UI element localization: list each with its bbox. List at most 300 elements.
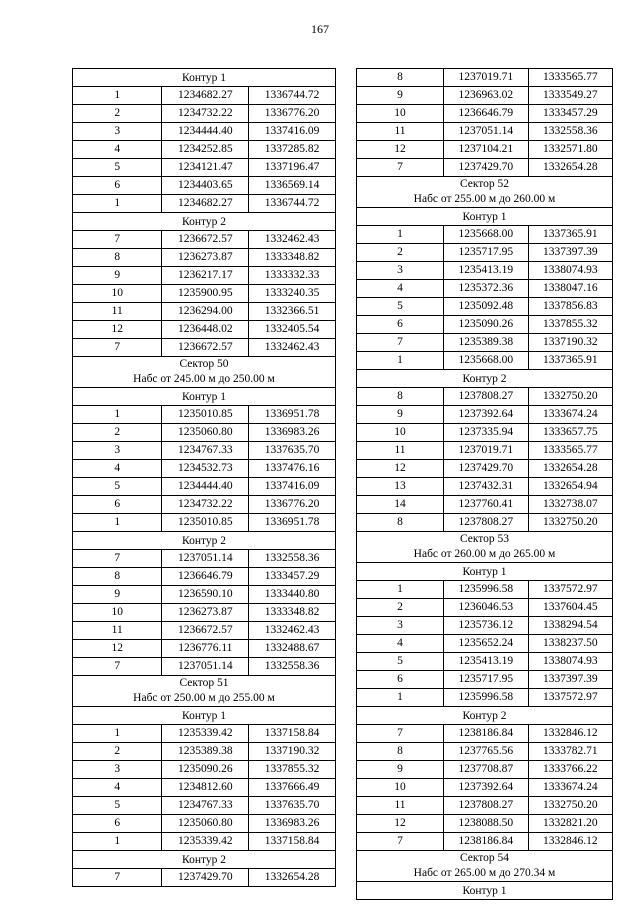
point-number-cell: 6 [73, 177, 162, 195]
page-number: 167 [311, 22, 329, 36]
point-number-cell: 7 [357, 833, 444, 851]
y-coordinate-cell: 1332821.20 [528, 815, 613, 833]
point-number-cell: 12 [357, 460, 444, 478]
x-coordinate-cell: 1237708.87 [444, 761, 528, 779]
x-coordinate-cell: 1235717.95 [444, 671, 528, 689]
coordinate-row [357, 514, 613, 532]
x-coordinate-cell: 1237760.41 [444, 496, 528, 514]
x-coordinate-cell: 1234812.60 [162, 779, 249, 797]
coordinate-row [73, 761, 336, 779]
coordinate-row [73, 815, 336, 833]
x-coordinate-cell: 1236273.87 [162, 249, 249, 267]
sector-title: Сектор 53 [459, 533, 510, 545]
coordinate-row [357, 779, 613, 797]
coordinate-row [73, 249, 336, 267]
x-coordinate-cell: 1234121.47 [162, 159, 249, 177]
coordinate-row [73, 442, 336, 460]
x-coordinate-cell: 1235900.95 [162, 285, 249, 303]
x-coordinate-cell: 1237051.14 [444, 123, 528, 141]
coordinate-row [73, 550, 336, 568]
x-coordinate-cell: 1234444.40 [162, 478, 249, 496]
contour-header-row [73, 707, 336, 725]
y-coordinate-cell: 1337397.39 [528, 671, 613, 689]
y-coordinate-cell: 1332558.36 [249, 658, 336, 676]
y-coordinate-cell: 1337196.47 [249, 159, 336, 177]
coordinate-row [73, 779, 336, 797]
point-number-cell: 11 [357, 797, 444, 815]
point-number-cell: 12 [73, 640, 162, 658]
sector-title: Сектор 54 [459, 852, 510, 864]
coordinate-row [73, 424, 336, 442]
coordinate-row [357, 69, 613, 87]
coordinate-row [357, 298, 613, 316]
point-number-cell: 1 [73, 195, 162, 213]
coordinate-row [73, 141, 336, 159]
coordinate-row [73, 87, 336, 105]
point-number-cell: 5 [357, 653, 444, 671]
coordinate-row [357, 280, 613, 298]
coordinate-row [357, 478, 613, 496]
y-coordinate-cell: 1333332.33 [249, 267, 336, 285]
point-number-cell: 11 [357, 442, 444, 460]
point-number-cell: 5 [73, 159, 162, 177]
point-number-cell: 7 [73, 869, 162, 887]
y-coordinate-cell: 1336744.72 [249, 87, 336, 105]
x-coordinate-cell: 1236294.00 [162, 303, 249, 321]
y-coordinate-cell: 1332405.54 [249, 321, 336, 339]
x-coordinate-cell: 1236672.57 [162, 622, 249, 640]
y-coordinate-cell: 1333348.82 [249, 249, 336, 267]
x-coordinate-cell: 1237335.94 [444, 424, 528, 442]
point-number-cell: 8 [357, 69, 444, 87]
coordinate-row [73, 231, 336, 249]
x-coordinate-cell: 1235092.48 [444, 298, 528, 316]
coordinate-row [357, 496, 613, 514]
y-coordinate-cell: 1333240.35 [249, 285, 336, 303]
x-coordinate-cell: 1235010.85 [162, 406, 249, 424]
point-number-cell: 11 [73, 303, 162, 321]
y-coordinate-cell: 1333440.80 [249, 586, 336, 604]
point-number-cell: 10 [73, 285, 162, 303]
sector-header [73, 357, 336, 388]
contour-header: Контур 2 [73, 532, 336, 550]
y-coordinate-cell: 1332750.20 [528, 514, 613, 532]
y-coordinate-cell: 1332488.67 [249, 640, 336, 658]
coordinate-row [73, 478, 336, 496]
y-coordinate-cell: 1332654.28 [528, 159, 613, 177]
x-coordinate-cell: 1234444.40 [162, 123, 249, 141]
coordinate-row [357, 689, 613, 707]
x-coordinate-cell: 1237432.31 [444, 478, 528, 496]
point-number-cell: 2 [73, 743, 162, 761]
point-number-cell: 7 [73, 658, 162, 676]
y-coordinate-cell: 1333457.29 [249, 568, 336, 586]
x-coordinate-cell: 1236963.02 [444, 87, 528, 105]
x-coordinate-cell: 1235090.26 [162, 761, 249, 779]
coordinate-row [357, 105, 613, 123]
y-coordinate-cell: 1333457.29 [528, 105, 613, 123]
x-coordinate-cell: 1236217.17 [162, 267, 249, 285]
x-coordinate-cell: 1235372.36 [444, 280, 528, 298]
y-coordinate-cell: 1332654.94 [528, 478, 613, 496]
y-coordinate-cell: 1337158.84 [249, 833, 336, 851]
x-coordinate-cell: 1234532.73 [162, 460, 249, 478]
y-coordinate-cell: 1337855.32 [528, 316, 613, 334]
x-coordinate-cell: 1235060.80 [162, 815, 249, 833]
point-number-cell: 7 [357, 334, 444, 352]
point-number-cell: 10 [73, 604, 162, 622]
coordinate-row [73, 303, 336, 321]
coordinate-row [73, 640, 336, 658]
point-number-cell: 7 [73, 339, 162, 357]
coordinate-row [357, 87, 613, 105]
sector-height-range: Набс от 250.00 м до 255.00 м [133, 692, 275, 704]
point-number-cell: 2 [357, 599, 444, 617]
sector-header [73, 676, 336, 707]
point-number-cell: 9 [73, 267, 162, 285]
y-coordinate-cell: 1337635.70 [249, 442, 336, 460]
x-coordinate-cell: 1234403.65 [162, 177, 249, 195]
x-coordinate-cell: 1235413.19 [444, 653, 528, 671]
x-coordinate-cell: 1236672.57 [162, 339, 249, 357]
y-coordinate-cell: 1336776.20 [249, 105, 336, 123]
coordinate-row [73, 725, 336, 743]
contour-header: Контур 1 [357, 563, 613, 581]
sector-height-range: Набс от 260.00 м до 265.00 м [413, 548, 556, 560]
point-number-cell: 1 [357, 352, 444, 370]
y-coordinate-cell: 1333674.24 [528, 406, 613, 424]
y-coordinate-cell: 1338237.50 [528, 635, 613, 653]
x-coordinate-cell: 1235996.58 [444, 689, 528, 707]
y-coordinate-cell: 1332571.80 [528, 141, 613, 159]
y-coordinate-cell: 1337285.82 [249, 141, 336, 159]
coordinate-row [357, 725, 613, 743]
coordinate-row [357, 442, 613, 460]
x-coordinate-cell: 1234682.27 [162, 195, 249, 213]
y-coordinate-cell: 1338294.54 [528, 617, 613, 635]
x-coordinate-cell: 1234767.33 [162, 442, 249, 460]
y-coordinate-cell: 1336951.78 [249, 406, 336, 424]
contour-header-row [357, 208, 613, 226]
contour-header: Контур 1 [73, 69, 336, 87]
x-coordinate-cell: 1238186.84 [444, 725, 528, 743]
y-coordinate-cell: 1336983.26 [249, 424, 336, 442]
sector-height-range: Набс от 255.00 м до 260.00 м [413, 193, 556, 205]
y-coordinate-cell: 1332462.43 [249, 339, 336, 357]
y-coordinate-cell: 1332366.51 [249, 303, 336, 321]
point-number-cell: 9 [357, 761, 444, 779]
point-number-cell: 6 [73, 815, 162, 833]
coordinate-row [357, 460, 613, 478]
y-coordinate-cell: 1337416.09 [249, 478, 336, 496]
coordinate-row [73, 177, 336, 195]
point-number-cell: 12 [357, 141, 444, 159]
y-coordinate-cell: 1333657.75 [528, 424, 613, 442]
y-coordinate-cell: 1336983.26 [249, 815, 336, 833]
x-coordinate-cell: 1235389.38 [162, 743, 249, 761]
point-number-cell: 3 [357, 262, 444, 280]
sector-header-row [357, 532, 613, 563]
coordinate-row [357, 599, 613, 617]
x-coordinate-cell: 1236046.53 [444, 599, 528, 617]
x-coordinate-cell: 1237808.27 [444, 797, 528, 815]
coordinate-row [357, 581, 613, 599]
y-coordinate-cell: 1336744.72 [249, 195, 336, 213]
point-number-cell: 12 [73, 321, 162, 339]
y-coordinate-cell: 1337190.32 [249, 743, 336, 761]
point-number-cell: 3 [73, 761, 162, 779]
sector-header-row [357, 851, 613, 882]
y-coordinate-cell: 1336951.78 [249, 514, 336, 532]
point-number-cell: 6 [357, 671, 444, 689]
point-number-cell: 10 [357, 424, 444, 442]
point-number-cell: 12 [357, 815, 444, 833]
y-coordinate-cell: 1332462.43 [249, 231, 336, 249]
contour-header: Контур 1 [73, 707, 336, 725]
y-coordinate-cell: 1333549.27 [528, 87, 613, 105]
right-coordinates-table [356, 68, 613, 900]
sector-header [357, 532, 613, 563]
point-number-cell: 8 [357, 514, 444, 532]
y-coordinate-cell: 1337572.97 [528, 581, 613, 599]
x-coordinate-cell: 1237392.64 [444, 779, 528, 797]
x-coordinate-cell: 1237019.71 [444, 69, 528, 87]
x-coordinate-cell: 1236590.10 [162, 586, 249, 604]
y-coordinate-cell: 1337666.49 [249, 779, 336, 797]
point-number-cell: 7 [73, 231, 162, 249]
coordinate-row [73, 568, 336, 586]
x-coordinate-cell: 1236672.57 [162, 231, 249, 249]
y-coordinate-cell: 1337476.16 [249, 460, 336, 478]
coordinate-row [357, 406, 613, 424]
point-number-cell: 3 [73, 123, 162, 141]
x-coordinate-cell: 1235010.85 [162, 514, 249, 532]
contour-header-row [73, 851, 336, 869]
coordinate-row [357, 123, 613, 141]
y-coordinate-cell: 1332654.28 [249, 869, 336, 887]
y-coordinate-cell: 1338047.16 [528, 280, 613, 298]
y-coordinate-cell: 1332750.20 [528, 388, 613, 406]
point-number-cell: 9 [357, 406, 444, 424]
coordinate-row [357, 617, 613, 635]
coordinate-row [357, 743, 613, 761]
x-coordinate-cell: 1237051.14 [162, 658, 249, 676]
x-coordinate-cell: 1235060.80 [162, 424, 249, 442]
point-number-cell: 1 [73, 87, 162, 105]
y-coordinate-cell: 1332846.12 [528, 833, 613, 851]
y-coordinate-cell: 1337855.32 [249, 761, 336, 779]
point-number-cell: 9 [73, 586, 162, 604]
coordinate-row [357, 244, 613, 262]
y-coordinate-cell: 1337572.97 [528, 689, 613, 707]
contour-header-row [73, 532, 336, 550]
y-coordinate-cell: 1333674.24 [528, 779, 613, 797]
contour-header-row [357, 370, 613, 388]
point-number-cell: 10 [357, 105, 444, 123]
x-coordinate-cell: 1237429.70 [444, 460, 528, 478]
point-number-cell: 2 [73, 105, 162, 123]
coordinate-row [73, 285, 336, 303]
y-coordinate-cell: 1338074.93 [528, 262, 613, 280]
coordinate-row [357, 815, 613, 833]
coordinate-row [73, 195, 336, 213]
point-number-cell: 5 [73, 797, 162, 815]
coordinate-row [73, 123, 336, 141]
sector-title: Сектор 52 [459, 178, 510, 190]
x-coordinate-cell: 1238088.50 [444, 815, 528, 833]
coordinate-row [73, 321, 336, 339]
contour-header-row [73, 69, 336, 87]
contour-header: Контур 1 [357, 208, 613, 226]
point-number-cell: 9 [357, 87, 444, 105]
left-coordinates-table [72, 68, 336, 887]
coordinate-row [357, 671, 613, 689]
sector-height-range: Набс от 245.00 м до 250.00 м [133, 373, 275, 385]
x-coordinate-cell: 1235339.42 [162, 725, 249, 743]
y-coordinate-cell: 1333782.71 [528, 743, 613, 761]
coordinate-row [73, 406, 336, 424]
point-number-cell: 4 [73, 779, 162, 797]
sector-header [357, 851, 613, 882]
y-coordinate-cell: 1333766.22 [528, 761, 613, 779]
y-coordinate-cell: 1337416.09 [249, 123, 336, 141]
y-coordinate-cell: 1332654.28 [528, 460, 613, 478]
coordinate-row [357, 352, 613, 370]
coordinate-row [73, 339, 336, 357]
y-coordinate-cell: 1337365.91 [528, 226, 613, 244]
x-coordinate-cell: 1236646.79 [162, 568, 249, 586]
x-coordinate-cell: 1235652.24 [444, 635, 528, 653]
y-coordinate-cell: 1333565.77 [528, 442, 613, 460]
coordinate-row [73, 743, 336, 761]
point-number-cell: 5 [357, 298, 444, 316]
x-coordinate-cell: 1237051.14 [162, 550, 249, 568]
x-coordinate-cell: 1235339.42 [162, 833, 249, 851]
point-number-cell: 2 [73, 424, 162, 442]
coordinate-row [73, 797, 336, 815]
point-number-cell: 8 [73, 249, 162, 267]
point-number-cell: 3 [357, 617, 444, 635]
coordinate-row [357, 833, 613, 851]
sector-header-row [357, 177, 613, 208]
point-number-cell: 11 [357, 123, 444, 141]
coordinate-row [357, 424, 613, 442]
point-number-cell: 6 [73, 496, 162, 514]
point-number-cell: 1 [73, 833, 162, 851]
coordinate-row [73, 622, 336, 640]
coordinate-row [357, 635, 613, 653]
point-number-cell: 8 [357, 388, 444, 406]
sector-height-range: Набс от 265.00 м до 270.34 м [413, 867, 556, 879]
x-coordinate-cell: 1234732.22 [162, 496, 249, 514]
coordinate-row [357, 141, 613, 159]
coordinate-row [73, 159, 336, 177]
x-coordinate-cell: 1237808.27 [444, 388, 528, 406]
point-number-cell: 4 [357, 635, 444, 653]
x-coordinate-cell: 1234732.22 [162, 105, 249, 123]
y-coordinate-cell: 1337158.84 [249, 725, 336, 743]
contour-header-row [73, 388, 336, 406]
contour-header: Контур 2 [357, 707, 613, 725]
coordinate-row [357, 334, 613, 352]
sector-header-row [73, 676, 336, 707]
contour-header: Контур 2 [73, 851, 336, 869]
point-number-cell: 4 [73, 460, 162, 478]
point-number-cell: 13 [357, 478, 444, 496]
x-coordinate-cell: 1236448.02 [162, 321, 249, 339]
y-coordinate-cell: 1332750.20 [528, 797, 613, 815]
coordinate-row [357, 797, 613, 815]
y-coordinate-cell: 1337856.83 [528, 298, 613, 316]
x-coordinate-cell: 1235668.00 [444, 226, 528, 244]
coordinate-row [357, 653, 613, 671]
x-coordinate-cell: 1235413.19 [444, 262, 528, 280]
x-coordinate-cell: 1238186.84 [444, 833, 528, 851]
point-number-cell: 7 [73, 550, 162, 568]
coordinate-row [357, 159, 613, 177]
x-coordinate-cell: 1237392.64 [444, 406, 528, 424]
y-coordinate-cell: 1332558.36 [528, 123, 613, 141]
y-coordinate-cell: 1337604.45 [528, 599, 613, 617]
x-coordinate-cell: 1236273.87 [162, 604, 249, 622]
y-coordinate-cell: 1338074.93 [528, 653, 613, 671]
y-coordinate-cell: 1336776.20 [249, 496, 336, 514]
x-coordinate-cell: 1235736.12 [444, 617, 528, 635]
point-number-cell: 10 [357, 779, 444, 797]
point-number-cell: 1 [357, 226, 444, 244]
coordinate-row [73, 604, 336, 622]
y-coordinate-cell: 1333348.82 [249, 604, 336, 622]
x-coordinate-cell: 1236646.79 [444, 105, 528, 123]
contour-header: Контур 1 [357, 882, 613, 900]
x-coordinate-cell: 1234682.27 [162, 87, 249, 105]
x-coordinate-cell: 1236776.11 [162, 640, 249, 658]
y-coordinate-cell: 1336569.14 [249, 177, 336, 195]
contour-header: Контур 1 [73, 388, 336, 406]
x-coordinate-cell: 1237429.70 [162, 869, 249, 887]
y-coordinate-cell: 1333565.77 [528, 69, 613, 87]
point-number-cell: 6 [357, 316, 444, 334]
x-coordinate-cell: 1235389.38 [444, 334, 528, 352]
point-number-cell: 1 [73, 725, 162, 743]
point-number-cell: 2 [357, 244, 444, 262]
y-coordinate-cell: 1337365.91 [528, 352, 613, 370]
x-coordinate-cell: 1234252.85 [162, 141, 249, 159]
coordinate-row [73, 514, 336, 532]
x-coordinate-cell: 1237429.70 [444, 159, 528, 177]
coordinate-row [73, 105, 336, 123]
point-number-cell: 1 [73, 406, 162, 424]
sector-header [357, 177, 613, 208]
point-number-cell: 14 [357, 496, 444, 514]
contour-header: Контур 2 [73, 213, 336, 231]
coordinate-row [73, 586, 336, 604]
coordinate-row [73, 496, 336, 514]
x-coordinate-cell: 1235717.95 [444, 244, 528, 262]
x-coordinate-cell: 1235090.26 [444, 316, 528, 334]
coordinate-row [357, 388, 613, 406]
coordinate-row [73, 833, 336, 851]
x-coordinate-cell: 1237765.56 [444, 743, 528, 761]
coordinate-row [73, 267, 336, 285]
sector-title: Сектор 50 [179, 358, 229, 370]
point-number-cell: 7 [357, 725, 444, 743]
sector-title: Сектор 51 [179, 677, 229, 689]
y-coordinate-cell: 1337635.70 [249, 797, 336, 815]
y-coordinate-cell: 1337397.39 [528, 244, 613, 262]
point-number-cell: 3 [73, 442, 162, 460]
sector-header-row [73, 357, 336, 388]
